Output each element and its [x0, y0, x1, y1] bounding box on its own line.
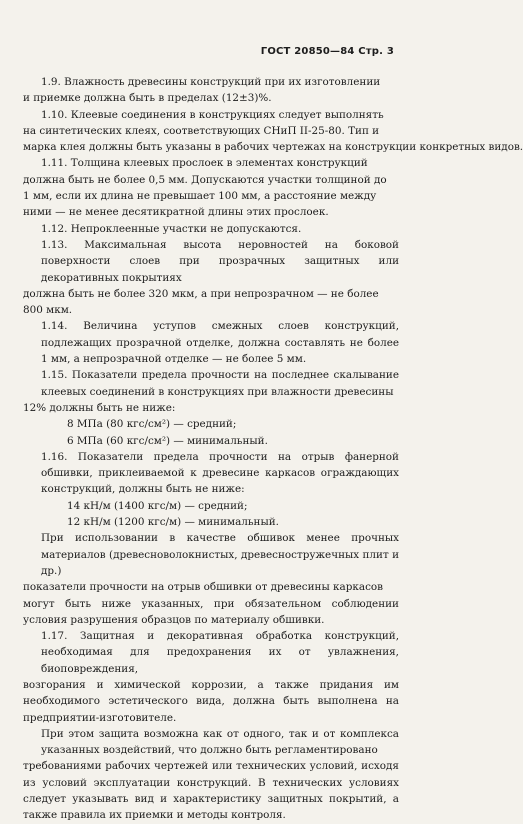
text-line: и приемке должна быть в пределах (12±3)%.: [23, 92, 272, 105]
text-line: показатели прочности на отрыв обшивки от древесины каркасов: [23, 581, 384, 594]
text-line: 1.15. Показатели предела прочности на последнее скалывание клеевых соединений в конструкциях при влажности древесины: [41, 369, 399, 398]
formula-line: 12 кН/м (1200 кгс/м) — минимальный.: [67, 516, 279, 529]
text-line: 1.14. Величина уступов смежных слоев конструкций, подлежащих прозрачной отделке, должна составлять не более 1 мм, а непрозрачной отделке — не более 5 мм.: [41, 320, 399, 366]
text-line: 1.11. Толщина клеевых прослоек в элементах конструкций: [41, 157, 368, 170]
text-line: При этом защита возможна как от одного, так и от комплекса указанных воздействий, что должно быть регламентировано: [41, 727, 399, 757]
text-line: марка клея должны быть указаны в рабочих чертежах на конструкции конкретных видов.: [23, 141, 523, 154]
page-header: [261, 46, 394, 57]
paragraph-1-13: [23, 237, 399, 318]
text-line: возгорания и химической коррозии, а также придания им необходимого эстетического вида, должна быть выполнена на предприятии-изготовителе.: [23, 678, 399, 724]
formula-block-1-15: [23, 416, 399, 449]
text-line: 12% должны быть не ниже:: [23, 401, 176, 414]
paragraph-1-9: [23, 74, 399, 107]
paragraph-1-10: [23, 107, 523, 156]
paragraph-1-15: [23, 367, 399, 416]
text-line: 1.17. Защитная и декоративная обработка конструкций, необходимая для предохранения их от увлажнения, биоповреждения,: [41, 630, 399, 675]
paragraph-1-17: [23, 628, 399, 726]
text-line: требованиями рабочих чертежей или технических условий, исходя из условий эксплуатации конструкций. В технических условиях следует указывать вид и характеристику защитных покрытий, а также правила их приемки и методы контроля.: [23, 760, 399, 822]
paragraph-1-12: [23, 221, 399, 237]
document-body: [23, 74, 523, 824]
formula-line: 14 кН/м (1400 кгс/м) — средний;: [67, 499, 248, 512]
text-line: 1.10. Клеевые соединения в конструкциях следует выполнять: [41, 108, 384, 121]
document-id: ГОСТ 20850—84: [260, 46, 355, 57]
page-number: Стр. 3: [358, 46, 394, 57]
text-line: 1.12. Непроклеенные участки не допускаются.: [41, 222, 302, 235]
formula-block-1-16: [23, 498, 399, 531]
text-line: должна быть не более 320 мкм, а при непрозрачном — не более: [23, 287, 379, 300]
paragraph-1-16: [23, 449, 399, 498]
paragraph-1-11: [23, 155, 399, 220]
text-line: 1.13. Максимальная высота неровностей на боковой поверхности слоев при прозрачных защитных или декоративных покрытиях: [41, 238, 399, 284]
paragraph-zaschita: [23, 726, 399, 824]
formula-line: 6 МПа (60 кгс/см²) — минимальный.: [67, 434, 268, 447]
text-line: 1.9. Влажность древесины конструкций при их изготовлении: [41, 76, 381, 88]
text-line: должна быть не более 0,5 мм. Допускаются участки толщиной до: [23, 173, 387, 186]
paragraph-obshivki: [23, 530, 399, 628]
text-line: ними — не менее десятикратной длины этих прослоек.: [23, 206, 329, 219]
text-line: 1.16. Показатели предела прочности на отрыв фанерной обшивки, приклеиваемой к древесине каркасов ограждающих конструкций, должны быть не ниже:: [41, 450, 399, 496]
text-line: 1 мм, если их длина не превышает 100 мм, а расстояние между: [23, 190, 377, 203]
paragraph-1-14: [23, 318, 399, 367]
text-line: на синтетических клеях, соответствующих СНиП II-25-80. Тип и: [23, 124, 380, 137]
text-line: 800 мкм.: [23, 304, 73, 317]
text-line: При использовании в качестве обшивок менее прочных материалов (древесноволокнистых, древесностружечных плит и др.): [41, 532, 399, 577]
text-line: могут быть ниже указанных, при обязательном соблюдении условия разрушения образцов по материалу обшивки.: [23, 597, 399, 626]
formula-line: 8 МПа (80 кгс/см²) — средний;: [67, 418, 237, 431]
